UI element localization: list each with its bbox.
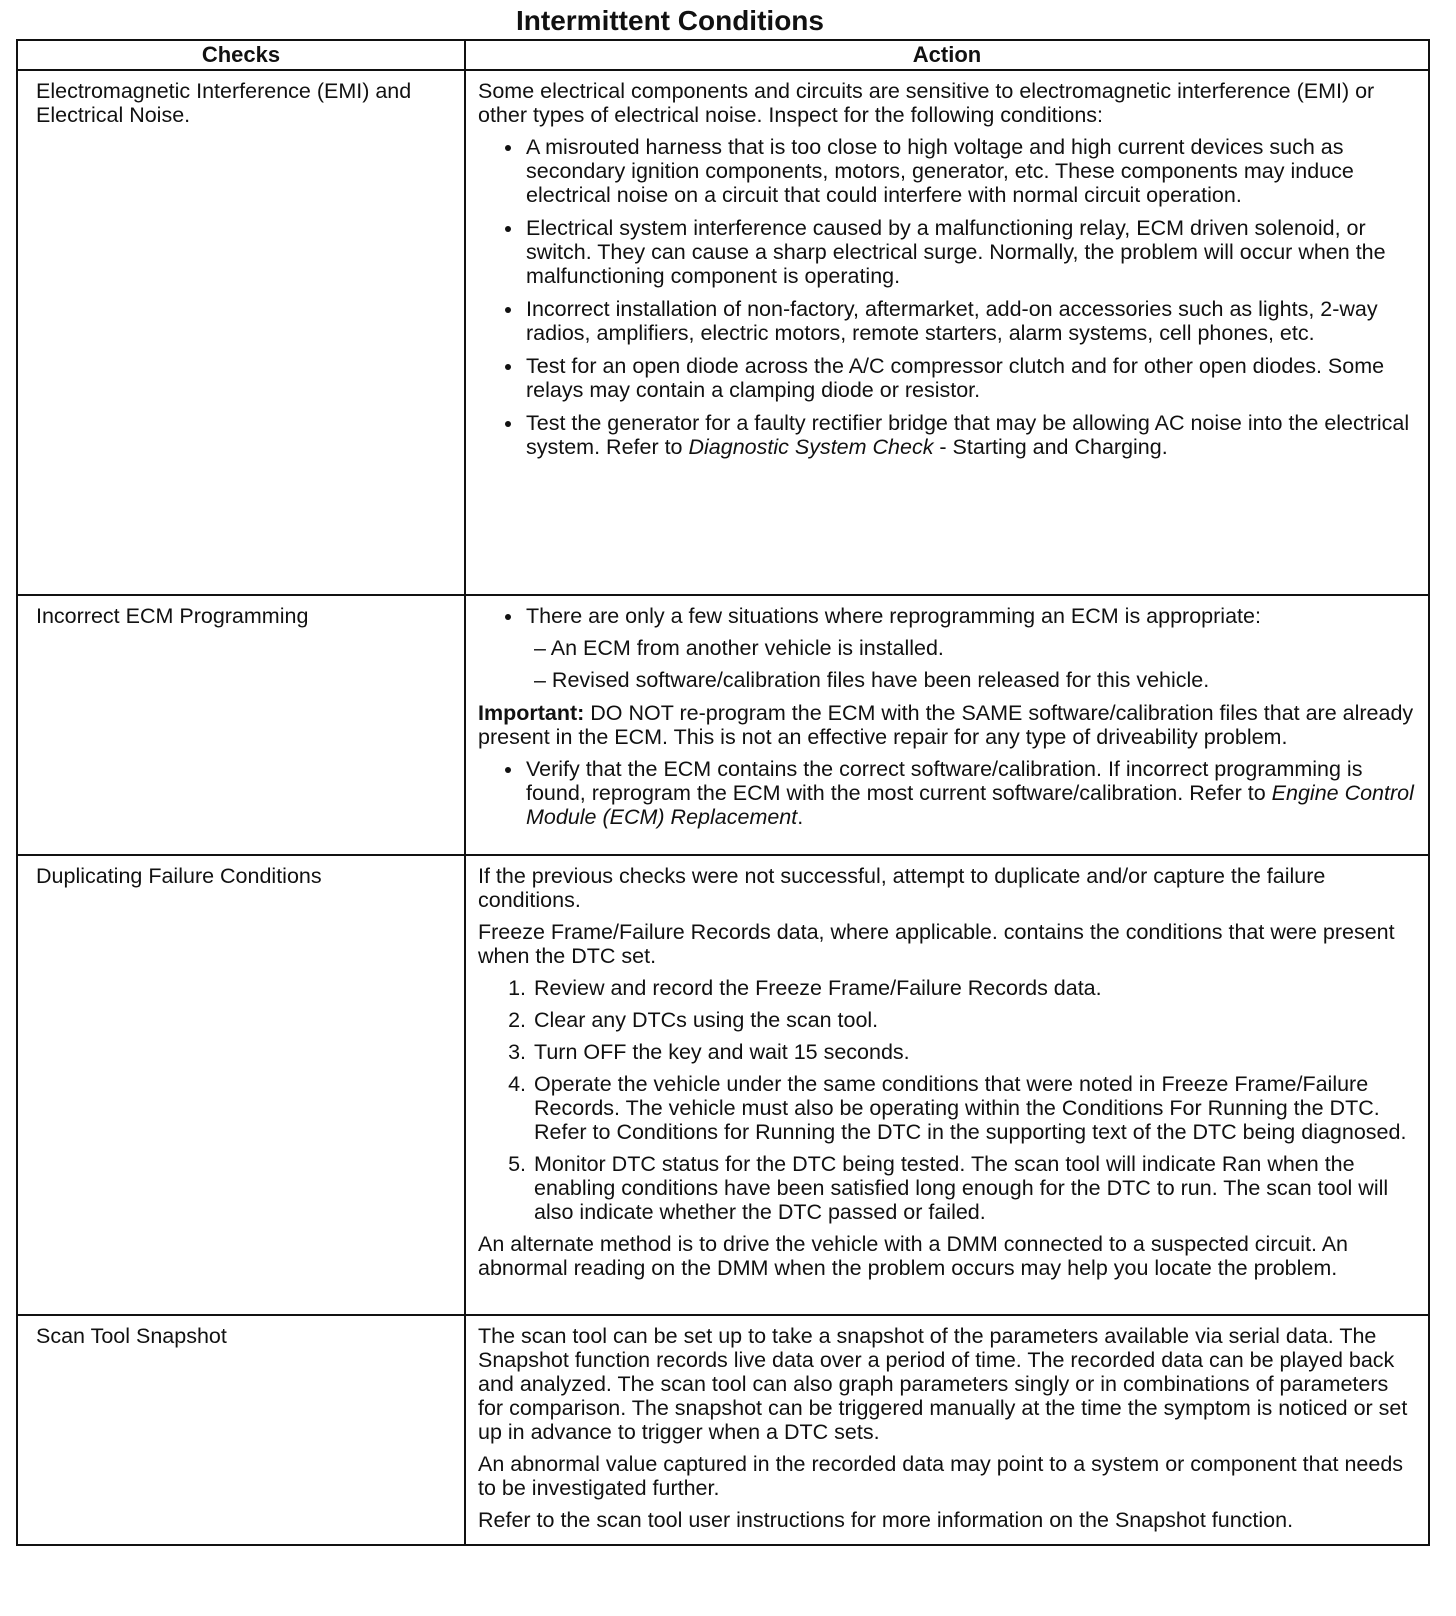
step-item: 1. Review and record the Freeze Frame/Failure Records data. [532,976,1418,1000]
sub-list [526,636,1418,692]
action-paragraph: Refer to the scan tool user instructions for more information on the Snapshot function. [478,1508,1294,1532]
sub-list-item: – An ECM from another vehicle is installed. [534,636,944,660]
table-row-scan-tool-snapshot [17,1315,1429,1545]
table-row-duplicating-failure [17,855,1429,1315]
important-note [478,701,1418,749]
verify-list [478,757,1418,829]
intermittent-conditions-table [16,39,1430,1546]
list-item-text: - Starting and Charging. [933,435,1168,459]
list-item: • Test for an open diode across the A/C compressor clutch and for other open diodes. Some relays may contain a clamping diode or resistor. [524,354,1418,402]
header-checks: Checks [17,40,465,70]
action-paragraph: If the previous checks were not successful, attempt to duplicate and/or capture the failure conditions. [478,864,1326,912]
situation-list [478,604,1418,692]
check-cell: Scan Tool Snapshot [17,1315,465,1545]
check-cell: Electromagnetic Interference (EMI) and Electrical Noise. [17,70,465,595]
condition-list [478,135,1418,459]
header-action: Action [465,40,1429,70]
list-item [524,757,1418,829]
list-item: • Electrical system interference caused by a malfunctioning relay, ECM driven solenoid, or switch. They can cause a sharp electrical surge. Normally, the problem will occur when the malfunctioning component is operating. [524,216,1418,288]
check-cell: Duplicating Failure Conditions [17,855,465,1315]
step-item: 5. Monitor DTC status for the DTC being tested. The scan tool will indicate Ran when the enabling conditions have been satisfied long enough for the DTC to run. The scan tool will also indicate whether the DTC passed or failed. [532,1152,1418,1224]
sub-list-item: – Revised software/calibration files have been released for this vehicle. [534,668,1210,692]
document-title: Intermittent Conditions [516,5,824,36]
list-item-text: There are only a few situations where reprogramming an ECM is appropriate: [526,604,1261,628]
action-cell [465,1315,1429,1545]
step-item: 2. Clear any DTCs using the scan tool. [532,1008,1418,1032]
action-cell [465,855,1429,1315]
step-item: 4. Operate the vehicle under the same conditions that were noted in Freeze Frame/Failure Records. The vehicle must also be operating within the Conditions For Running the DTC. Refer to Conditions for Running the DTC in the supporting text of the DTC being diagnosed. [532,1072,1418,1144]
list-item [524,604,1418,692]
action-intro: Some electrical components and circuits are sensitive to electromagnetic interference (EMI) or other types of electrical noise. Inspect for the following conditions: [478,79,1375,127]
list-item: • Incorrect installation of non-factory, aftermarket, add-on accessories such as lights, 2-way radios, amplifiers, electric motors, remote starters, alarm systems, cell phones, etc. [524,297,1418,345]
list-item-text: . [797,805,804,829]
action-paragraph: An abnormal value captured in the recorded data may point to a system or component that needs to be investigated further. [478,1452,1404,1500]
action-paragraph: An alternate method is to drive the vehicle with a DMM connected to a suspected circuit. An abnormal reading on the DMM when the problem occurs may help you locate the problem. [478,1232,1349,1280]
table-row-emi [17,70,1429,595]
table-row-ecm-programming [17,595,1429,855]
step-item: 3. Turn OFF the key and wait 15 seconds. [532,1040,1418,1064]
action-cell [465,595,1429,855]
action-paragraph: Freeze Frame/Failure Records data, where applicable. contains the conditions that were present when the DTC set. [478,920,1395,968]
reference-link[interactable]: Diagnostic System Check [688,435,934,459]
action-cell [465,70,1429,595]
list-item [524,411,1418,459]
steps-list [478,976,1418,1224]
action-paragraph: The scan tool can be set up to take a snapshot of the parameters available via serial data. The Snapshot function records live data over a period of time. The recorded data can be played back and analyzed. The scan tool can also graph parameters singly or in combinations of parameters for comparison. The snapshot can be triggered manually at the time the symptom is noticed or set up in advance to trigger when a DTC sets. [478,1324,1408,1444]
check-cell: Incorrect ECM Programming [17,595,465,855]
list-item-text: Test the generator for a faulty rectifier bridge that may be allowing AC noise into the electrical system. Refer to [526,411,1410,459]
table-header-row [17,40,1429,70]
list-item: • A misrouted harness that is too close to high voltage and high current devices such as secondary ignition components, motors, generator, etc. These components may induce electrical noise on a circuit that could interfere with normal circuit operation. [524,135,1418,207]
important-text: DO NOT re-program the ECM with the SAME software/calibration files that are already present in the ECM. This is not an effective repair for any type of driveability problem. [478,701,1414,749]
important-label: Important: [478,701,585,725]
list-item-text: Verify that the ECM contains the correct software/calibration. If incorrect programming is found, reprogram the ECM with the most current software/calibration. Refer to [526,757,1363,805]
reference-link[interactable]: Engine Control Module (ECM) Replacement [526,781,1414,829]
